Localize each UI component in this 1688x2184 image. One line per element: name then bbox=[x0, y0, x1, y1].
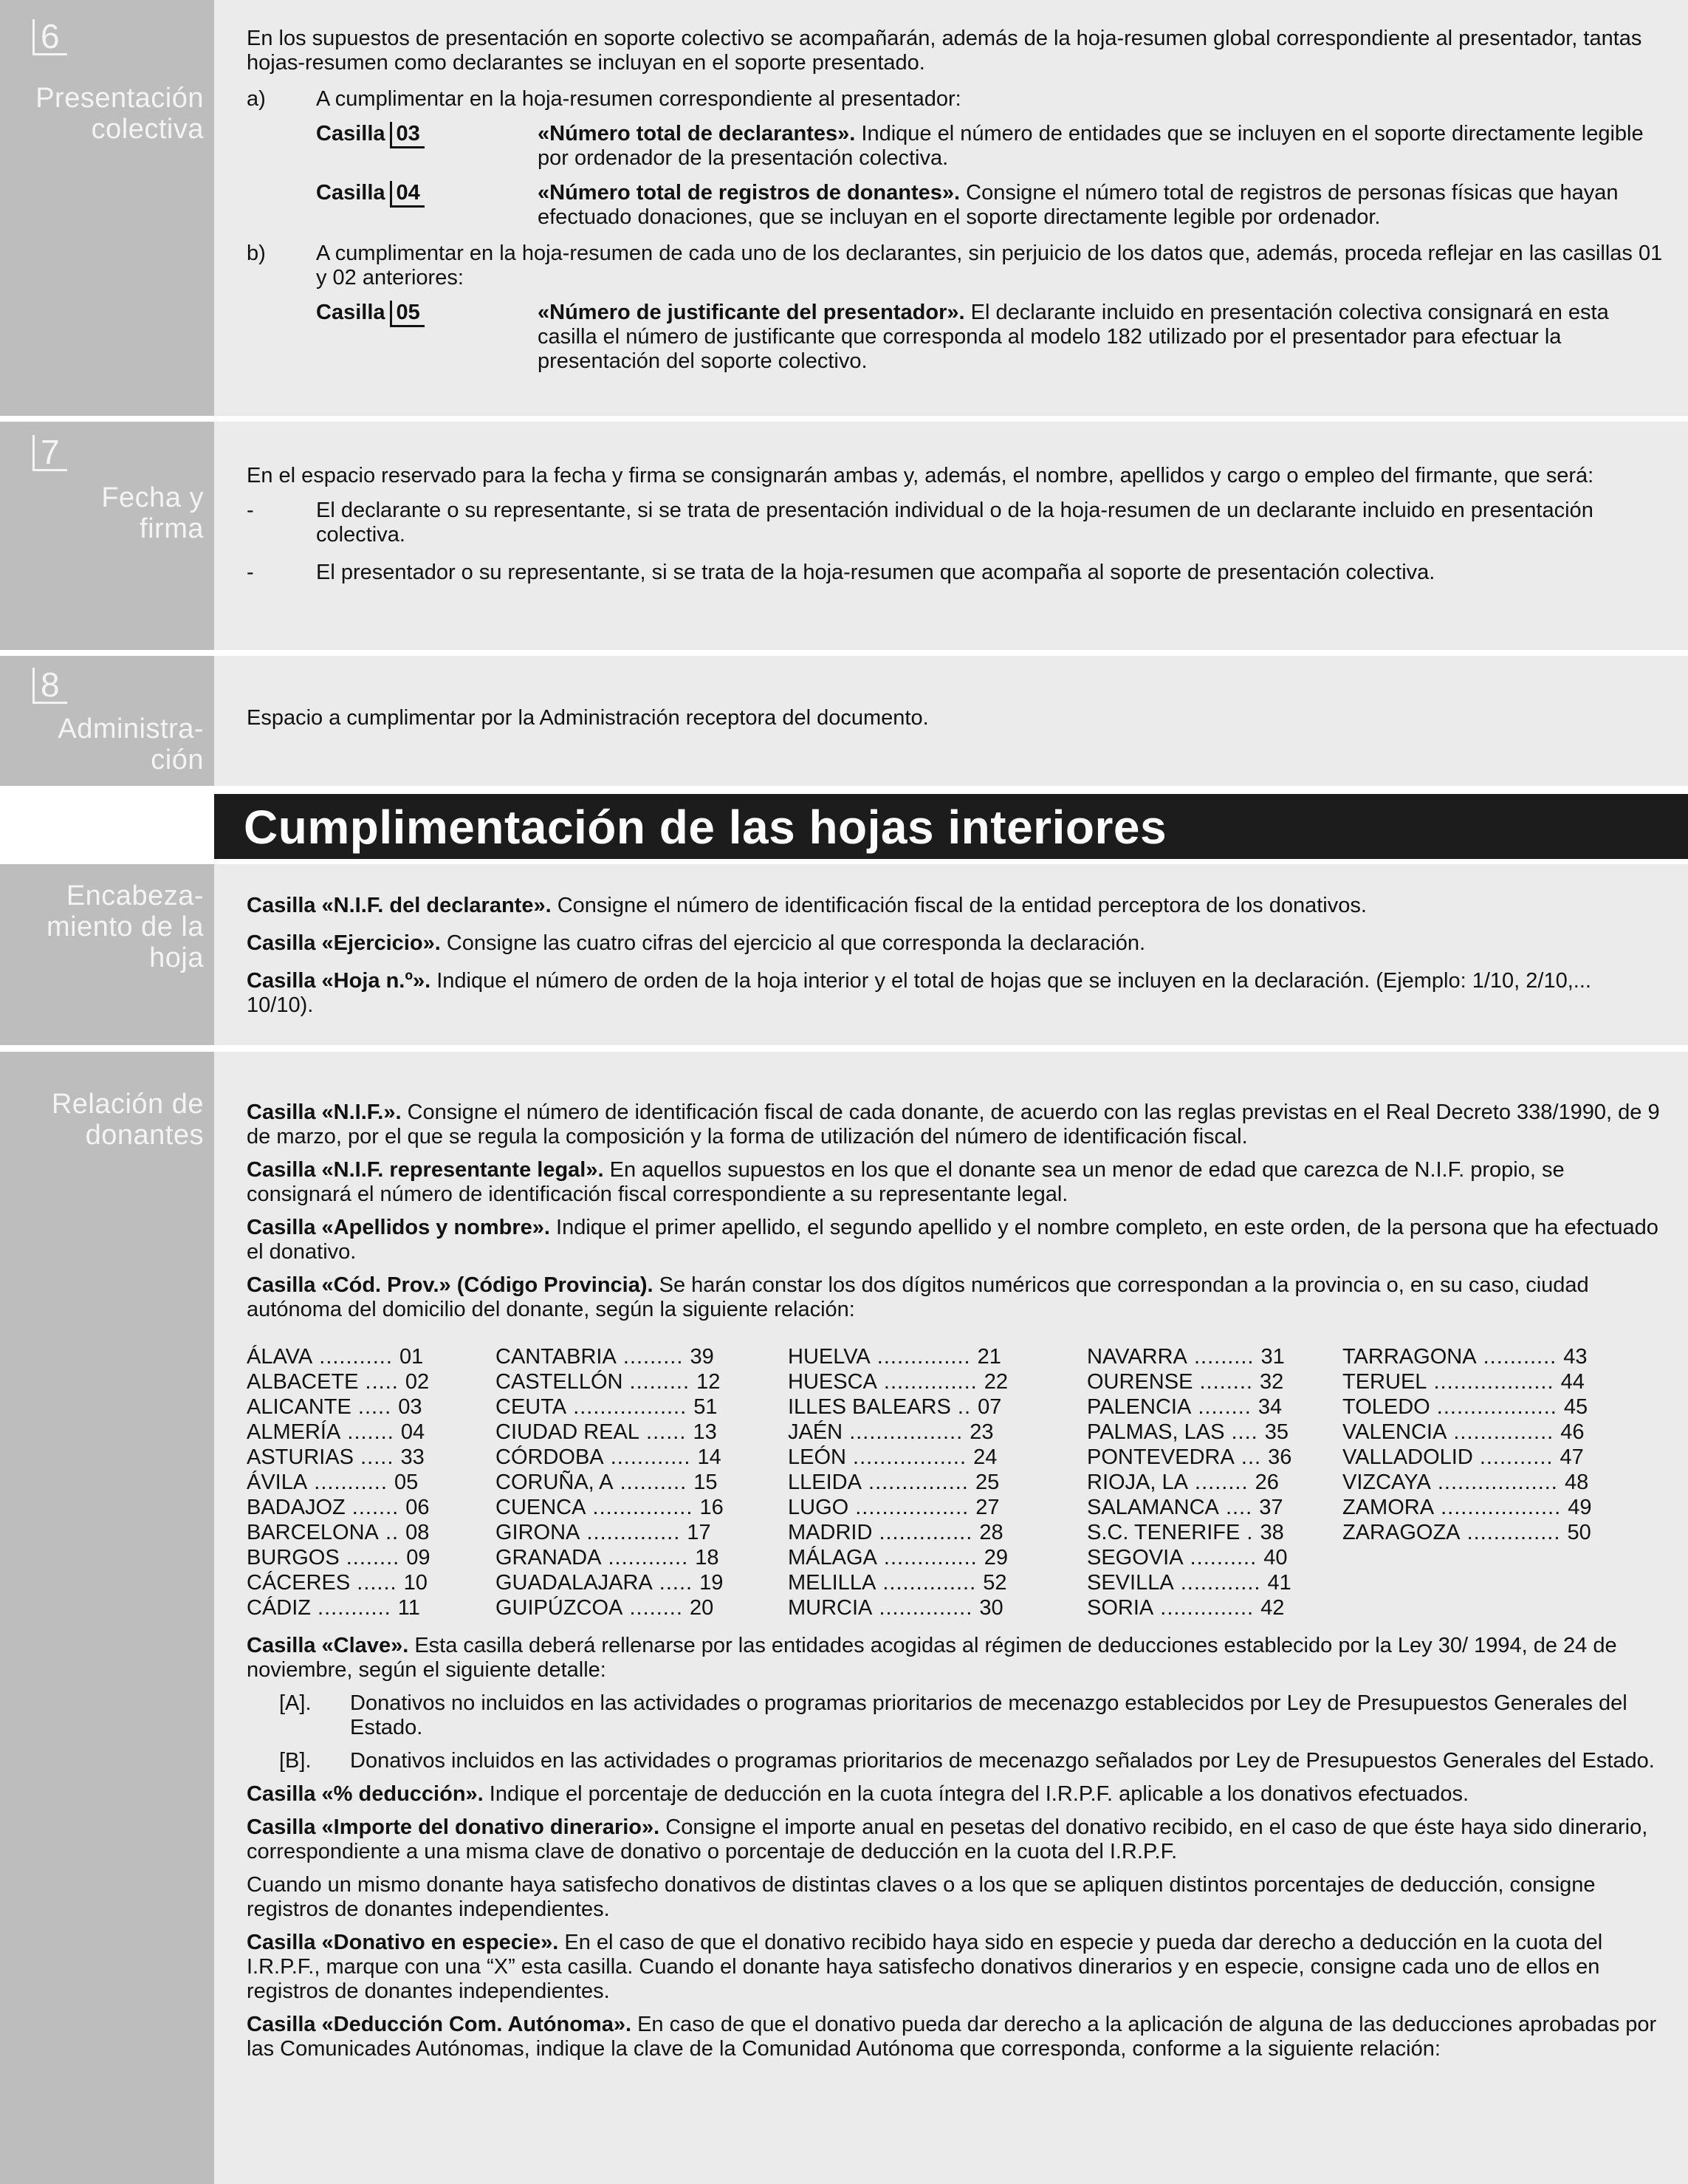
section-title: Fecha y firma bbox=[101, 482, 204, 544]
province-row bbox=[1342, 1520, 1591, 1545]
province-leader: ......... bbox=[1187, 1345, 1261, 1369]
section-6-content bbox=[247, 27, 1663, 374]
province-name: SEGOVIA bbox=[1087, 1546, 1184, 1569]
province-leader: ............ bbox=[601, 1546, 696, 1569]
province-row bbox=[788, 1495, 1008, 1520]
province-row bbox=[1087, 1394, 1291, 1420]
province-leader: ........... bbox=[307, 1471, 394, 1494]
province-leader: .......... bbox=[613, 1471, 694, 1494]
province-leader: ........ bbox=[622, 1596, 690, 1620]
province-leader: ..... bbox=[652, 1571, 700, 1595]
province-code: 48 bbox=[1564, 1471, 1589, 1494]
province-leader: ........... bbox=[311, 1596, 398, 1620]
province-row bbox=[1087, 1470, 1291, 1495]
province-leader: .... bbox=[1218, 1496, 1260, 1519]
list-item: [B]. Donativos incluidos en las actividades o programas prioritarios de mecenazgo señalados por Ley de Presupuestos Generales del Estado. bbox=[279, 1749, 1655, 1773]
province-leader: .............. bbox=[876, 1546, 984, 1569]
encabezamiento-sidebar bbox=[0, 864, 214, 1045]
province-row bbox=[247, 1445, 430, 1470]
section-title: Relación de donantes bbox=[51, 1089, 204, 1151]
province-code: 10 bbox=[403, 1571, 428, 1595]
province-code: 35 bbox=[1264, 1420, 1289, 1444]
province-code: 17 bbox=[687, 1521, 711, 1544]
province-name: CÁDIZ bbox=[247, 1596, 311, 1620]
province-column bbox=[1342, 1344, 1591, 1545]
province-name: NAVARRA bbox=[1087, 1345, 1187, 1369]
province-name: CASTELLÓN bbox=[495, 1370, 623, 1394]
province-row bbox=[1342, 1445, 1591, 1470]
list-item: a) A cumplimentar en la hoja-resumen correspondiente al presentador: bbox=[247, 87, 961, 111]
province-code: 29 bbox=[984, 1546, 1009, 1569]
province-row bbox=[247, 1545, 430, 1570]
paragraph: Casilla «Importe del donativo dinerario». Consigne el importe anual en pesetas del donativo recibido, en el caso de que éste haya sido dinerario, correspondiente a una misma clave de donativo o porcentaje de deducción en la cuota del I.R.P.F. bbox=[247, 1815, 1648, 1863]
province-row bbox=[495, 1520, 724, 1545]
province-row bbox=[1342, 1495, 1591, 1520]
province-name: TARRAGONA bbox=[1342, 1345, 1477, 1369]
province-code: 02 bbox=[405, 1370, 430, 1394]
province-row bbox=[247, 1495, 430, 1520]
province-code: 32 bbox=[1260, 1370, 1284, 1394]
province-row bbox=[495, 1420, 724, 1445]
section-heading: Cumplimentación de las hojas interiores bbox=[244, 801, 1167, 854]
province-code: 49 bbox=[1568, 1496, 1592, 1519]
list-item: - El declarante o su representante, si se trata de presentación individual o de la hoja-resumen de un declarante incluido en presentación colectiva. bbox=[247, 499, 1593, 547]
province-row bbox=[1087, 1495, 1291, 1520]
province-leader: ......... bbox=[616, 1345, 690, 1369]
province-leader: . bbox=[1240, 1521, 1260, 1544]
province-code: 27 bbox=[975, 1496, 1000, 1519]
province-leader: .............. bbox=[872, 1521, 980, 1544]
province-leader: .............. bbox=[1460, 1521, 1568, 1544]
province-row bbox=[1342, 1470, 1591, 1495]
province-code: 40 bbox=[1263, 1546, 1288, 1569]
province-name: ALICANTE bbox=[247, 1395, 351, 1419]
province-code: 18 bbox=[695, 1546, 719, 1569]
province-code: 08 bbox=[405, 1521, 430, 1544]
province-code: 30 bbox=[979, 1596, 1003, 1620]
province-code: 14 bbox=[697, 1445, 721, 1469]
paragraph: Casilla «Donativo en especie». En el caso de que el donativo recibido haya sido en especie y pueda dar derecho a deducción en la cuota del I.R.P.F., marque con una “X” esta casilla. Cuando el donante haya satisfecho donativos dinerarios y en especie, consigne cada uno de ellos en registros de donantes independientes. bbox=[247, 1931, 1603, 2003]
section-title: Presentación colectiva bbox=[35, 83, 204, 145]
province-leader: .................. bbox=[1427, 1370, 1561, 1394]
province-name: BURGOS bbox=[247, 1546, 340, 1569]
province-leader: ..... bbox=[354, 1445, 401, 1469]
province-code: 13 bbox=[693, 1420, 717, 1444]
province-name: HUELVA bbox=[788, 1345, 871, 1369]
province-leader: ..... bbox=[358, 1370, 405, 1394]
province-code: 05 bbox=[394, 1471, 419, 1494]
province-name: MÁLAGA bbox=[788, 1546, 877, 1569]
province-code: 34 bbox=[1258, 1395, 1283, 1419]
province-row bbox=[1087, 1595, 1291, 1620]
province-code: 01 bbox=[399, 1345, 424, 1369]
paragraph: Casilla «Deducción Com. Autónoma». En caso de que el donativo pueda dar derecho a la aplicación de alguna de las deducciones aprobadas por las Comunicades Autónomas, indique la clave de la Comunidad Autónoma que corresponda, conforme a la siguiente relación: bbox=[247, 2013, 1657, 2061]
section-7-sidebar bbox=[0, 422, 214, 650]
province-table bbox=[247, 1344, 1663, 1625]
province-leader: .............. bbox=[580, 1521, 687, 1544]
province-leader: ........... bbox=[1472, 1445, 1560, 1469]
province-code: 39 bbox=[690, 1345, 714, 1369]
relacion-sidebar bbox=[0, 1052, 214, 2184]
province-leader: .............. bbox=[876, 1370, 984, 1394]
province-row bbox=[788, 1545, 1008, 1570]
section-number: 8 bbox=[32, 668, 67, 704]
casilla-04: Casilla 04 «Número total de registros de donantes». Consigne el número total de registros de personas físicas que hayan efectuado donaciones, que se incluyan en el soporte directamente legible por ordenador. bbox=[316, 181, 1619, 229]
casilla-05: Casilla 05 «Número de justificante del presentador». El declarante incluido en presentación colectiva consignará en esta casilla el número de justificante que corresponda al modelo 182 utilizado por el presentador para efectuar la presentación del soporte colectivo. bbox=[316, 301, 1609, 373]
province-name: CUENCA bbox=[495, 1496, 586, 1519]
province-name: ASTURIAS bbox=[247, 1445, 354, 1469]
province-code: 19 bbox=[699, 1571, 724, 1595]
province-leader: ........ bbox=[1193, 1370, 1260, 1394]
paragraph: Casilla «Cód. Prov.» (Código Provincia). Se harán constar los dos dígitos numéricos que correspondan a la provincia o, en su caso, ciudad autónoma del domicilio del donante, según la siguiente relación: bbox=[247, 1273, 1589, 1321]
province-row bbox=[788, 1470, 1008, 1495]
paragraph: Cuando un mismo donante haya satisfecho donativos de distintas claves o a los que se apliquen distintos porcentajes de deducción, consigne registros de donantes independientes. bbox=[247, 1873, 1596, 1921]
province-row bbox=[788, 1344, 1008, 1369]
province-row bbox=[1087, 1369, 1291, 1394]
paragraph: Casilla «% deducción». Indique el porcentaje de deducción en la cuota íntegra del I.R.P.F. aplicable a los donativos efectuados. bbox=[247, 1782, 1469, 1806]
province-leader: .............. bbox=[872, 1596, 980, 1620]
province-code: 26 bbox=[1255, 1471, 1279, 1494]
province-code: 28 bbox=[979, 1521, 1003, 1544]
province-leader: ... bbox=[1234, 1445, 1269, 1469]
section-title: Administra- ción bbox=[58, 713, 204, 776]
province-code: 04 bbox=[400, 1420, 425, 1444]
province-row bbox=[495, 1595, 724, 1620]
province-name: MURCIA bbox=[788, 1596, 873, 1620]
province-name: ALBACETE bbox=[247, 1370, 359, 1394]
province-row bbox=[495, 1545, 724, 1570]
section-number: 7 bbox=[32, 435, 67, 471]
province-leader: .................. bbox=[1430, 1395, 1564, 1419]
province-row bbox=[247, 1394, 430, 1420]
province-code: 11 bbox=[397, 1596, 420, 1620]
province-code: 44 bbox=[1560, 1370, 1585, 1394]
province-row bbox=[247, 1520, 430, 1545]
paragraph: Casilla «Hoja n.º». Indique el número de orden de la hoja interior y el total de hojas que se incluyen en la declaración. (Ejemplo: 1/10, 2/10,... 10/10). bbox=[247, 969, 1591, 1017]
province-row bbox=[1087, 1545, 1291, 1570]
list-item: b) A cumplimentar en la hoja-resumen de cada uno de los declarantes, sin perjuicio de los datos que, además, proceda reflejar en las casillas 01 y 02 anteriores: bbox=[247, 242, 1663, 290]
province-code: 42 bbox=[1260, 1596, 1285, 1620]
province-name: CORUÑA, A bbox=[495, 1471, 614, 1494]
province-code: 12 bbox=[696, 1370, 721, 1394]
province-name: MELILLA bbox=[788, 1571, 876, 1595]
province-name: ALMERÍA bbox=[247, 1420, 341, 1444]
province-code: 41 bbox=[1267, 1571, 1291, 1595]
paragraph: Casilla «N.I.F. representante legal». En aquellos supuestos en los que el donante sea un menor de edad que carezca de N.I.F. propio, se consignará el número de identificación fiscal correspondiente a su representante legal. bbox=[247, 1158, 1565, 1206]
province-name: SEVILLA bbox=[1087, 1571, 1174, 1595]
province-row bbox=[495, 1369, 724, 1394]
province-leader: .. bbox=[378, 1521, 406, 1544]
province-code: 38 bbox=[1260, 1521, 1284, 1544]
encabezamiento-content bbox=[247, 894, 1663, 1018]
province-leader: .................. bbox=[1434, 1496, 1568, 1519]
paragraph: Casilla «Ejercicio». Consigne las cuatro cifras del ejercicio al que corresponda la declaración. bbox=[247, 931, 1146, 955]
province-code: 37 bbox=[1259, 1496, 1283, 1519]
province-row bbox=[495, 1344, 724, 1369]
province-name: JAÉN bbox=[788, 1420, 843, 1444]
province-row bbox=[788, 1520, 1008, 1545]
province-leader: ......... bbox=[622, 1370, 697, 1394]
province-leader: ....... bbox=[345, 1496, 406, 1519]
province-name: CANTABRIA bbox=[495, 1345, 617, 1369]
province-leader: ........ bbox=[1191, 1395, 1258, 1419]
province-name: PALMAS, LAS bbox=[1087, 1420, 1225, 1444]
province-code: 22 bbox=[984, 1370, 1009, 1394]
section-8-content bbox=[247, 706, 1663, 730]
paragraph: Espacio a cumplimentar por la Administración receptora del documento. bbox=[247, 706, 929, 730]
province-row bbox=[495, 1570, 724, 1595]
province-code: 51 bbox=[693, 1395, 718, 1419]
province-name: TOLEDO bbox=[1342, 1395, 1430, 1419]
province-code: 07 bbox=[978, 1395, 1002, 1419]
province-row bbox=[247, 1344, 430, 1369]
province-leader: .................. bbox=[1430, 1471, 1565, 1494]
province-leader: .............. bbox=[1153, 1596, 1261, 1620]
province-leader: .............. bbox=[876, 1571, 984, 1595]
province-row bbox=[1342, 1369, 1591, 1394]
province-code: 36 bbox=[1268, 1445, 1292, 1469]
province-row bbox=[247, 1595, 430, 1620]
province-leader: ............... bbox=[861, 1471, 975, 1494]
province-leader: ................. bbox=[845, 1445, 974, 1469]
province-code: 33 bbox=[400, 1445, 425, 1469]
province-row bbox=[247, 1420, 430, 1445]
province-code: 20 bbox=[689, 1596, 714, 1620]
province-name: VALLADOLID bbox=[1342, 1445, 1473, 1469]
province-name: GRANADA bbox=[495, 1546, 602, 1569]
province-row bbox=[1342, 1394, 1591, 1420]
province-name: CEUTA bbox=[495, 1395, 567, 1419]
province-code: 45 bbox=[1563, 1395, 1588, 1419]
province-name: S.C. TENERIFE bbox=[1087, 1521, 1241, 1544]
province-leader: ........ bbox=[339, 1546, 407, 1569]
province-name: LUGO bbox=[788, 1496, 849, 1519]
province-code: 06 bbox=[405, 1496, 430, 1519]
province-row bbox=[1087, 1420, 1291, 1445]
province-row bbox=[247, 1570, 430, 1595]
province-name: ILLES BALEARS bbox=[788, 1395, 951, 1419]
province-name: VIZCAYA bbox=[1342, 1471, 1431, 1494]
province-name: SORIA bbox=[1087, 1596, 1154, 1620]
province-name: ZARAGOZA bbox=[1342, 1521, 1461, 1544]
paragraph: En el espacio reservado para la fecha y firma se consignarán ambas y, además, el nombre, apellidos y cargo o empleo del firmante, que será: bbox=[247, 464, 1594, 487]
relacion-content bbox=[247, 1100, 1663, 2061]
province-name: ÁVILA bbox=[247, 1471, 308, 1494]
province-leader: ...... bbox=[639, 1420, 693, 1444]
province-row bbox=[1087, 1520, 1291, 1545]
province-leader: ....... bbox=[340, 1420, 401, 1444]
paragraph: En los supuestos de presentación en soporte colectivo se acompañarán, además de la hoja-resumen global correspondiente al presentador, tantas hojas-resumen como declarantes se incluyan en el soporte presentado. bbox=[247, 27, 1642, 75]
province-row bbox=[1087, 1344, 1291, 1369]
section-7-content bbox=[247, 464, 1663, 585]
casilla-03: Casilla 03 «Número total de declarantes». Indique el número de entidades que se incluyen en el soporte directamente legible por ordenador de la presentación colectiva. bbox=[316, 122, 1644, 170]
province-code: 03 bbox=[398, 1395, 422, 1419]
province-code: 31 bbox=[1260, 1345, 1285, 1369]
province-leader: ........... bbox=[1476, 1345, 1564, 1369]
province-name: GIRONA bbox=[495, 1521, 580, 1544]
paragraph: Casilla «Clave». Esta casilla deberá rellenarse por las entidades acogidas al régimen de deducciones establecido por la Ley 30/ 1994, de 24 de noviembre, según el siguiente detalle: bbox=[247, 1634, 1617, 1682]
province-leader: ................. bbox=[843, 1420, 970, 1444]
list-item: [A]. Donativos no incluidos en las actividades o programas prioritarios de mecenazgo establecidos por Ley de Presupuestos Generales del Estado. bbox=[279, 1691, 1627, 1739]
province-name: VALENCIA bbox=[1342, 1420, 1447, 1444]
province-code: 25 bbox=[975, 1471, 1000, 1494]
province-row bbox=[1342, 1420, 1591, 1445]
paragraph: Casilla «N.I.F. del declarante». Consigne el número de identificación fiscal de la entidad perceptora de los donativos. bbox=[247, 894, 1367, 917]
province-name: CIUDAD REAL bbox=[495, 1420, 639, 1444]
province-leader: ...... bbox=[350, 1571, 404, 1595]
province-row bbox=[1342, 1344, 1591, 1369]
province-column bbox=[1087, 1344, 1291, 1620]
province-name: OURENSE bbox=[1087, 1370, 1193, 1394]
province-name: LEÓN bbox=[788, 1445, 846, 1469]
province-leader: ................. bbox=[566, 1395, 694, 1419]
province-leader: .. bbox=[950, 1395, 978, 1419]
province-name: BARCELONA bbox=[247, 1521, 379, 1544]
section-8-sidebar bbox=[0, 656, 214, 786]
province-leader: ............ bbox=[603, 1445, 698, 1469]
province-row bbox=[495, 1394, 724, 1420]
province-row bbox=[788, 1394, 1008, 1420]
province-code: 47 bbox=[1560, 1445, 1584, 1469]
province-name: GUADALAJARA bbox=[495, 1571, 653, 1595]
section-number: 6 bbox=[32, 19, 67, 55]
province-name: PALENCIA bbox=[1087, 1395, 1192, 1419]
province-row bbox=[247, 1470, 430, 1495]
province-name: ZAMORA bbox=[1342, 1496, 1435, 1519]
province-row bbox=[247, 1369, 430, 1394]
province-column bbox=[247, 1344, 430, 1620]
province-row bbox=[495, 1445, 724, 1470]
province-name: BADAJOZ bbox=[247, 1496, 346, 1519]
province-column bbox=[788, 1344, 1008, 1620]
province-code: 52 bbox=[983, 1571, 1007, 1595]
province-code: 21 bbox=[977, 1345, 1001, 1369]
province-leader: .......... bbox=[1183, 1546, 1264, 1569]
province-code: 16 bbox=[699, 1496, 724, 1519]
province-row bbox=[788, 1369, 1008, 1394]
province-leader: ............... bbox=[1447, 1420, 1561, 1444]
province-leader: ............... bbox=[586, 1496, 700, 1519]
province-row bbox=[1087, 1445, 1291, 1470]
province-code: 50 bbox=[1567, 1521, 1591, 1544]
province-leader: ..... bbox=[351, 1395, 399, 1419]
section-title: Encabeza- miento de la hoja bbox=[46, 880, 204, 973]
province-row bbox=[495, 1495, 724, 1520]
province-row bbox=[788, 1570, 1008, 1595]
province-name: PONTEVEDRA bbox=[1087, 1445, 1235, 1469]
province-name: LLEIDA bbox=[788, 1471, 862, 1494]
list-item: - El presentador o su representante, si se trata de la hoja-resumen que acompaña al soporte de presentación colectiva. bbox=[247, 561, 1435, 584]
section-header bbox=[214, 794, 1688, 859]
province-name: CÓRDOBA bbox=[495, 1445, 604, 1469]
province-leader: ............ bbox=[1173, 1571, 1268, 1595]
province-row bbox=[788, 1420, 1008, 1445]
province-code: 15 bbox=[693, 1471, 718, 1494]
province-row bbox=[788, 1445, 1008, 1470]
province-row bbox=[1087, 1570, 1291, 1595]
paragraph: Casilla «Apellidos y nombre». Indique el primer apellido, el segundo apellido y el nombre completo, en este orden, de la persona que ha efectuado el donativo. bbox=[247, 1216, 1658, 1264]
province-name: TERUEL bbox=[1342, 1370, 1427, 1394]
province-name: SALAMANCA bbox=[1087, 1496, 1219, 1519]
province-code: 09 bbox=[406, 1546, 430, 1569]
province-name: GUIPÚZCOA bbox=[495, 1596, 623, 1620]
province-name: HUESCA bbox=[788, 1370, 877, 1394]
province-leader: .... bbox=[1224, 1420, 1265, 1444]
province-code: 43 bbox=[1563, 1345, 1588, 1369]
section-6-sidebar bbox=[0, 0, 214, 416]
province-row bbox=[788, 1595, 1008, 1620]
province-column bbox=[495, 1344, 724, 1620]
province-code: 23 bbox=[970, 1420, 994, 1444]
province-name: ÁLAVA bbox=[247, 1345, 313, 1369]
province-code: 46 bbox=[1560, 1420, 1585, 1444]
province-name: MADRID bbox=[788, 1521, 873, 1544]
province-leader: ........ bbox=[1188, 1471, 1255, 1494]
province-leader: ................. bbox=[848, 1496, 976, 1519]
province-code: 24 bbox=[973, 1445, 998, 1469]
paragraph: Casilla «N.I.F.». Consigne el número de identificación fiscal de cada donante, de acuerdo con las reglas previstas en el Real Decreto 338/1990, de 9 de marzo, por el que se regula la composición y la forma de utilización del número de identificación fiscal. bbox=[247, 1100, 1660, 1149]
province-row bbox=[495, 1470, 724, 1495]
province-name: RIOJA, LA bbox=[1087, 1471, 1188, 1494]
province-leader: .............. bbox=[870, 1345, 978, 1369]
province-leader: ........... bbox=[312, 1345, 399, 1369]
province-name: CÁCERES bbox=[247, 1571, 351, 1595]
